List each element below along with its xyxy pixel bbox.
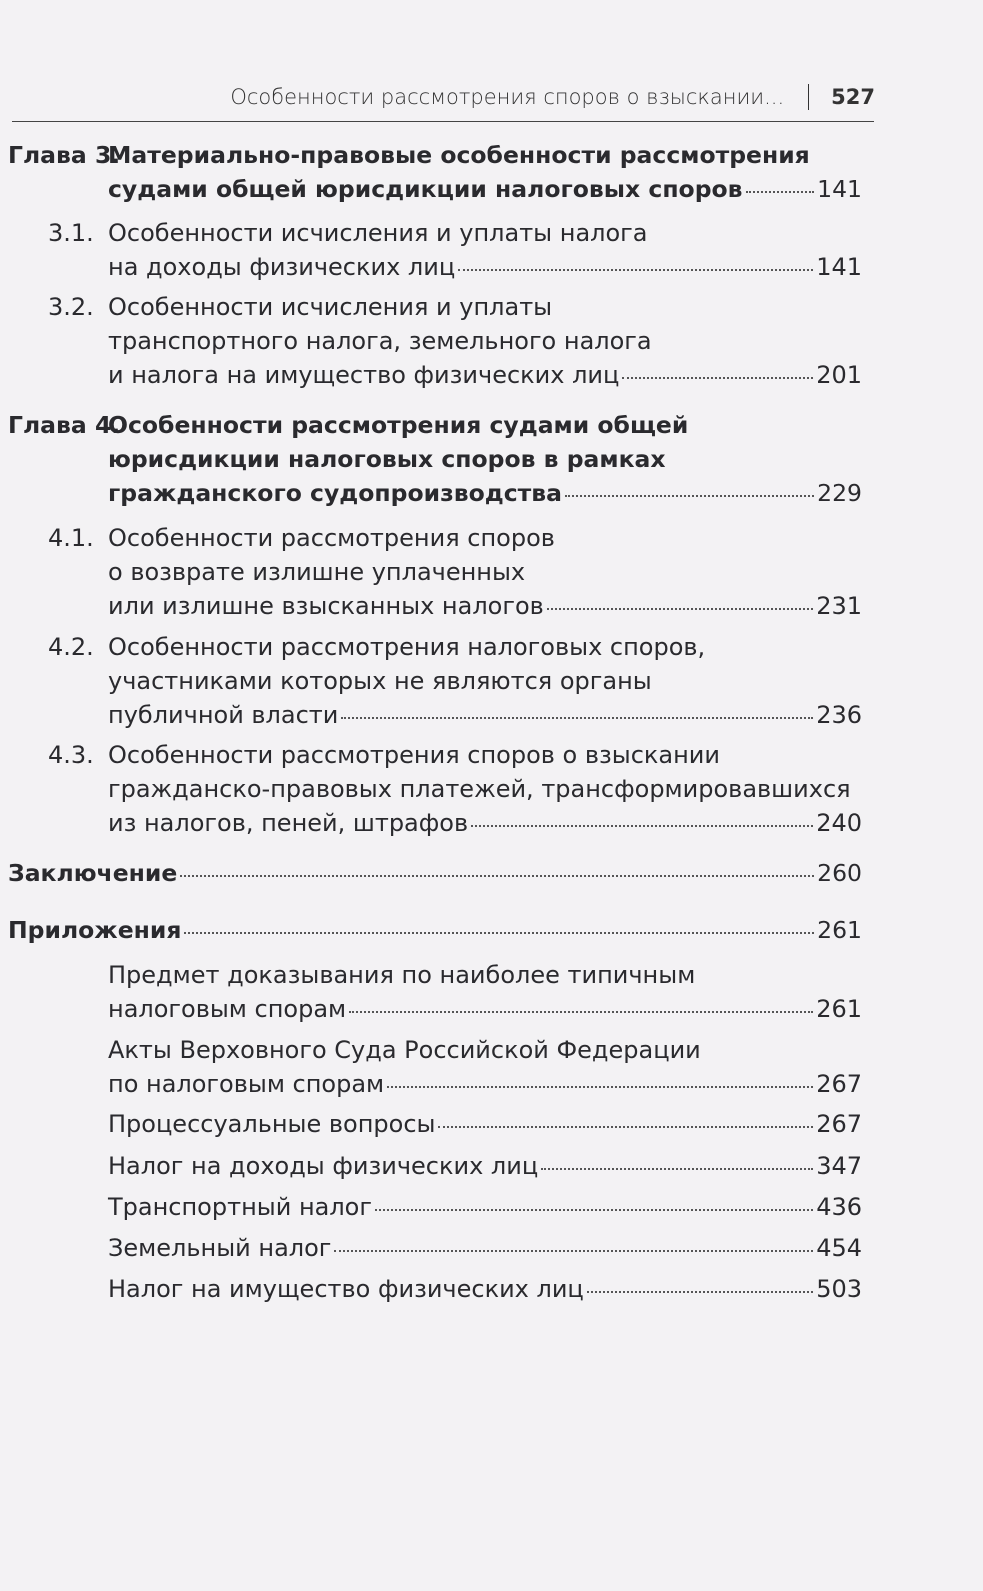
toc-entry-number: 4.2. [48, 633, 94, 661]
toc-entry-page: 201 [816, 361, 862, 389]
toc-entry-title-line: транспортного налога, земельного налога [108, 327, 652, 355]
dot-leader [180, 875, 814, 877]
toc-entry-page: 267 [816, 1110, 862, 1138]
toc-entry-title-line: Приложения [8, 916, 182, 944]
running-title: Особенности рассмотрения споров о взыскании... [230, 85, 785, 109]
dot-leader [375, 1209, 813, 1211]
page-number: 527 [831, 85, 875, 109]
toc-entry-leader-row [8, 856, 862, 890]
toc-entry-page: 141 [817, 175, 862, 203]
toc-entry-page: 261 [816, 995, 862, 1023]
toc-entry-leader-row [108, 476, 862, 510]
toc-entry-leader-row [108, 1231, 862, 1265]
dot-leader [387, 1086, 813, 1088]
dot-leader [565, 495, 814, 497]
toc-entry-title-line: или излишне взысканных налогов [108, 592, 544, 620]
toc-entry-number: 4.1. [48, 524, 94, 552]
toc-entry-page: 240 [816, 809, 862, 837]
dot-leader [184, 932, 814, 934]
toc-entry-title-line: судами общей юрисдикции налоговых споров [108, 175, 743, 203]
toc-entry-title-line: гражданского судопроизводства [108, 479, 563, 507]
toc-entry-title-line: из налогов, пеней, штрафов [108, 809, 469, 837]
toc-entry-page: 267 [816, 1070, 862, 1098]
header-separator [808, 84, 809, 110]
dot-leader [622, 377, 813, 379]
toc-entry-leader-row [108, 1272, 862, 1306]
toc-entry-page: 260 [817, 859, 862, 887]
dot-leader [334, 1250, 813, 1252]
toc-entry-number: Глава 4. [8, 411, 121, 439]
toc-entry-title-line: Материально-правовые особенности рассмотрения [108, 141, 810, 169]
toc-entry-title-line: и налога на имущество физических лиц [108, 361, 620, 389]
toc-entry-title-line: публичной власти [108, 701, 339, 729]
toc-entry-page: 436 [816, 1193, 862, 1221]
toc-entry-title-line: Особенности исчисления и уплаты налога [108, 219, 648, 247]
toc-entry-title-line: участниками которых не являются органы [108, 667, 652, 695]
toc-entry-leader-row [108, 698, 862, 732]
toc-entry-leader-row [108, 1067, 862, 1101]
toc-entry-title-line: налоговым спорам [108, 995, 347, 1023]
toc-entry-leader-row [108, 172, 862, 206]
toc-entry-title-line: Земельный налог [108, 1234, 332, 1262]
toc-entry-title-line: юрисдикции налоговых споров в рамках [108, 445, 666, 473]
toc-entry-title-line: Особенности рассмотрения налоговых споров, [108, 633, 706, 661]
toc-entry-title-line: Особенности рассмотрения споров о взыскании [108, 741, 720, 769]
toc-entry-title-line: о возврате излишне уплаченных [108, 558, 526, 586]
toc-entry-title-line: Особенности рассмотрения споров [108, 524, 555, 552]
toc-entry-title-line: Заключение [8, 859, 178, 887]
toc-entry-number: 3.2. [48, 293, 94, 321]
dot-leader [471, 825, 813, 827]
dot-leader [458, 269, 813, 271]
dot-leader [547, 608, 813, 610]
toc-entry-leader-row [108, 358, 862, 392]
dot-leader [349, 1011, 813, 1013]
toc-entry-title-line: Налог на доходы физических лиц [108, 1152, 539, 1180]
toc-entry-page: 236 [816, 701, 862, 729]
toc-entry-title-line: Транспортный налог [108, 1193, 372, 1221]
toc-entry-leader-row [108, 806, 862, 840]
toc-entry-page: 229 [817, 479, 862, 507]
toc-entry-leader-row [108, 1107, 862, 1141]
toc-entry-title-line: Акты Верховного Суда Российской Федерации [108, 1036, 701, 1064]
toc-entry-title-line: Особенности исчисления и уплаты [108, 293, 553, 321]
header-rule [12, 121, 874, 122]
toc-entry-page: 141 [816, 253, 862, 281]
toc-entry-title-line: Особенности рассмотрения судами общей [108, 411, 689, 439]
toc-entry-page: 503 [816, 1275, 862, 1303]
toc-entry-page: 347 [816, 1152, 862, 1180]
toc-entry-leader-row [108, 1190, 862, 1224]
toc-entry-title-line: по налоговым спорам [108, 1070, 385, 1098]
toc-entry-number: Глава 3. [8, 141, 121, 169]
toc-entry-page: 454 [816, 1234, 862, 1262]
dot-leader [541, 1168, 813, 1170]
toc-entry-title-line: Предмет доказывания по наиболее типичным [108, 961, 696, 989]
toc-entry-leader-row [108, 250, 862, 284]
dot-leader [438, 1126, 813, 1128]
dot-leader [746, 191, 815, 193]
toc-entry-leader-row [108, 1149, 862, 1183]
dot-leader [341, 717, 813, 719]
dot-leader [587, 1291, 813, 1293]
toc-entry-page: 261 [817, 916, 862, 944]
running-header [0, 84, 875, 110]
toc-entry-number: 3.1. [48, 219, 94, 247]
toc-entry-title-line: на доходы физических лиц [108, 253, 456, 281]
toc-entry-title-line: гражданско-правовых платежей, трансформировавшихся [108, 775, 851, 803]
toc-entry-title-line: Налог на имущество физических лиц [108, 1275, 584, 1303]
toc-entry-leader-row [108, 992, 862, 1026]
toc-entry-page: 231 [816, 592, 862, 620]
toc-entry-number: 4.3. [48, 741, 94, 769]
toc-entry-leader-row [8, 913, 862, 947]
toc-entry-title-line: Процессуальные вопросы [108, 1110, 436, 1138]
toc-entry-leader-row [108, 589, 862, 623]
